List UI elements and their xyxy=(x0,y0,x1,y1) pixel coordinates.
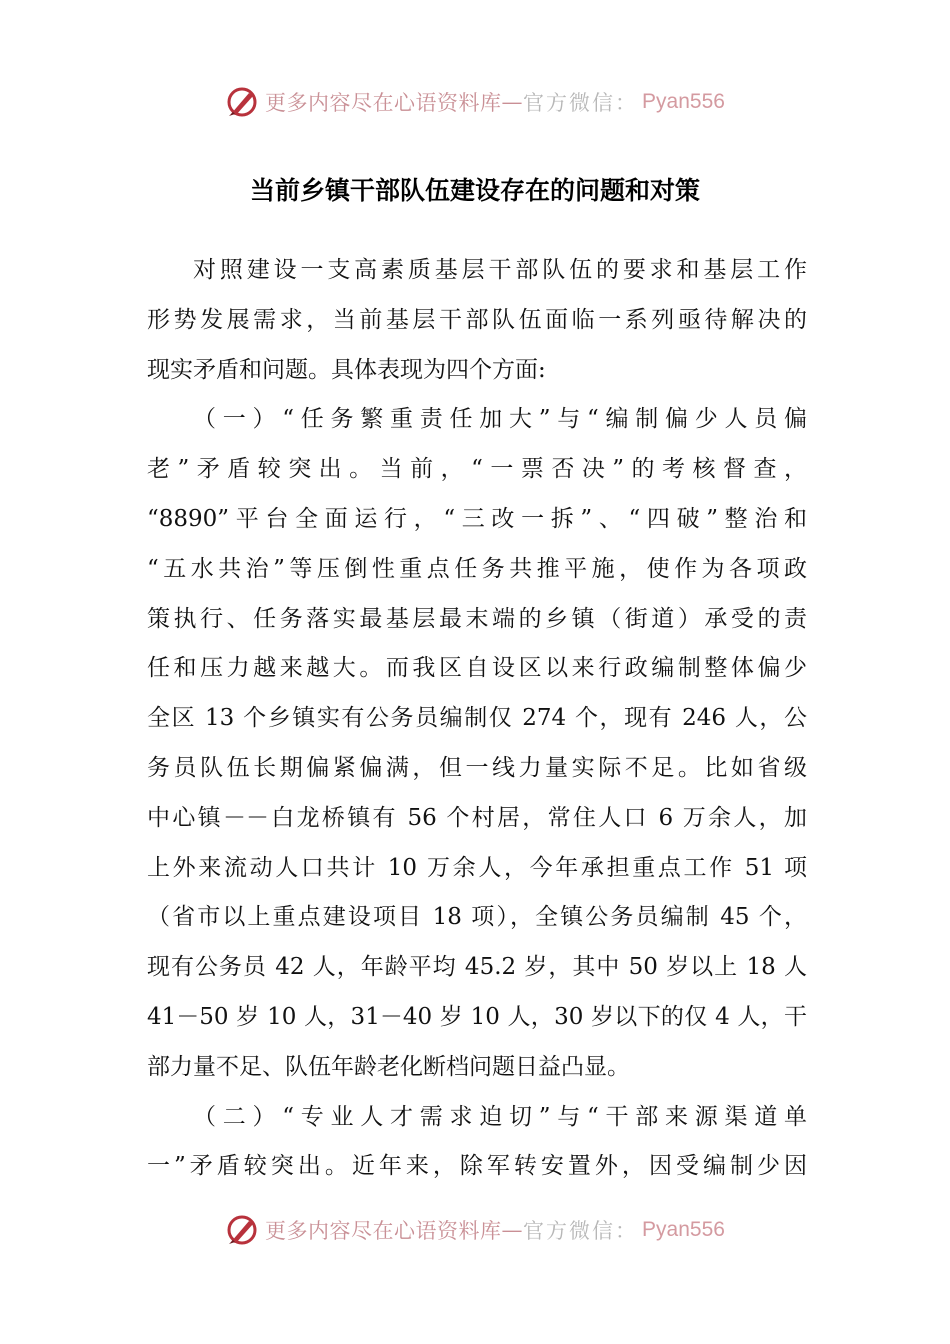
text-line: 对照建设一支高素质基层干部队伍的要求和基层工作 xyxy=(193,257,807,283)
text-line: 上外来流动人口共计 10 万余人，今年承担重点工作 51 项 xyxy=(147,854,807,881)
pen-logo-icon xyxy=(225,85,259,119)
text-line: “五水共治”等压倒性重点任务共推平施，使作为各项政 xyxy=(147,555,807,582)
document-title: 当前乡镇干部队伍建设存在的问题和对策 xyxy=(249,176,700,205)
watermark-dash: — xyxy=(501,90,524,114)
watermark-text: 更多内容尽在心语资料库 xyxy=(265,1219,502,1243)
watermark-wechat-id: Pyan556 xyxy=(642,1218,725,1241)
text-line: “8890”平台全面运行，“三改一拆”、“四破”整治和 xyxy=(147,505,807,532)
footer-watermark xyxy=(0,1210,950,1250)
text-line: （二）“专业人才需求迫切”与“干部来源渠道单 xyxy=(193,1103,807,1130)
text-line: 务员队伍长期偏紧偏满，但一线力量实际不足。比如省级 xyxy=(147,754,807,781)
text-line: 全区 13 个乡镇实有公务员编制仅 274 个，现有 246 人，公 xyxy=(147,705,807,732)
text-line: 形势发展需求，当前基层干部队伍面临一系列亟待解决的 xyxy=(147,306,807,333)
text-line: 老”矛盾较突出。当前，“一票否决”的考核督查， xyxy=(147,456,807,483)
text-line: 中心镇－－白龙桥镇有 56 个村居，常住人口 6 万余人，加 xyxy=(147,804,807,831)
text-line: 一”矛盾较突出。近年来，除军转安置外，因受编制少因 xyxy=(147,1153,807,1180)
document-body xyxy=(147,246,807,1192)
header-watermark xyxy=(0,82,950,122)
text-line: 部力量不足、队伍年龄老化断档问题日益凸显。 xyxy=(147,1053,630,1080)
text-line: （省市以上重点建设项目 18 项），全镇公务员编制 45 个， xyxy=(147,904,807,931)
watermark-dash: — xyxy=(501,1218,524,1242)
pen-logo-icon xyxy=(225,1213,259,1247)
watermark-text: 更多内容尽在心语资料库 xyxy=(265,91,502,115)
watermark-wechat-label: 官方微信： xyxy=(523,91,639,115)
text-line: 现实矛盾和问题。具体表现为四个方面: xyxy=(147,356,546,383)
text-line: 策执行、任务落实最基层最末端的乡镇（街道）承受的责 xyxy=(147,605,807,632)
watermark-wechat-label: 官方微信： xyxy=(523,1219,639,1243)
text-line: 41－50 岁 10 人，31－40 岁 10 人，30 岁以下的仅 4 人，干 xyxy=(147,1003,807,1030)
text-line: 现有公务员 42 人，年龄平均 45.2 岁，其中 50 岁以上 18 人 xyxy=(147,954,807,981)
watermark-wechat-id: Pyan556 xyxy=(642,90,725,113)
text-line: （一）“任务繁重责任加大”与“编制偏少人员偏 xyxy=(193,406,807,433)
text-line: 任和压力越来越大。而我区自设区以来行政编制整体偏少 xyxy=(147,655,807,682)
